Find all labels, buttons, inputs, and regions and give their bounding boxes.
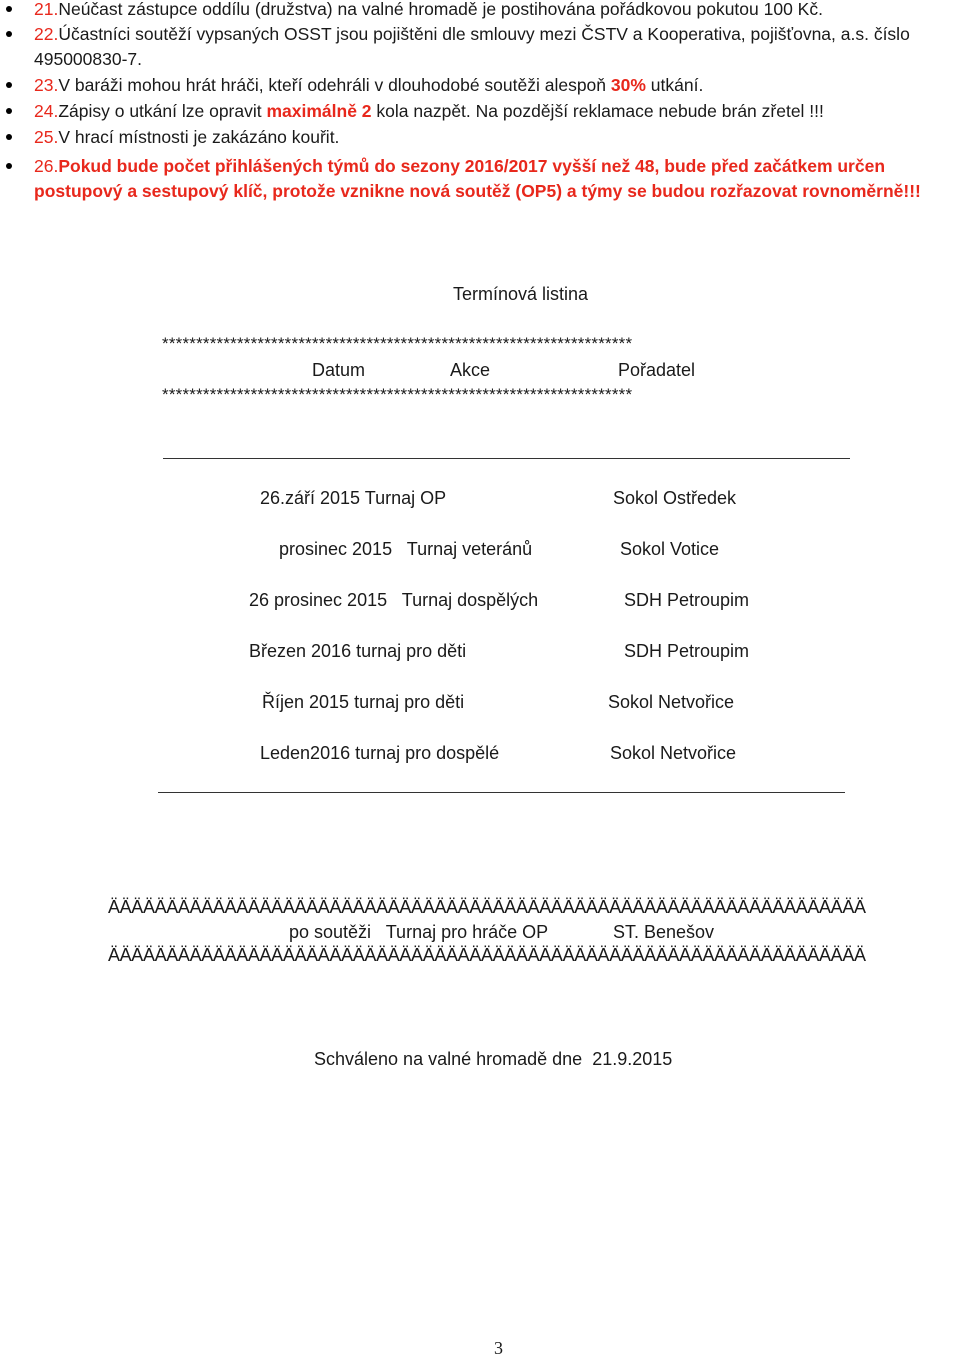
- stars-divider-bottom: *********************************************************************: [162, 385, 633, 404]
- bullet: [6, 31, 12, 37]
- schedule-row-date-action: 26 prosinec 2015 Turnaj dospělých: [249, 590, 539, 610]
- schedule-row-date-action: Říjen 2015 turnaj pro děti: [262, 692, 465, 712]
- header-date: Datum: [312, 360, 366, 380]
- schedule-row-organizer: Sokol Netvořice: [610, 743, 737, 763]
- schedule-row-organizer: Sokol Ostředek: [613, 488, 737, 508]
- bullet: [6, 6, 12, 12]
- schedule-row-date-action: Březen 2016 turnaj pro děti: [249, 641, 467, 661]
- bullet: [6, 163, 12, 169]
- schedule-row-date-action: 26.září 2015 Turnaj OP: [260, 488, 447, 508]
- schedule-row-date-action: prosinec 2015 Turnaj veteránů: [279, 539, 533, 559]
- schedule-row-date-action: Leden2016 turnaj pro dospělé: [260, 743, 500, 763]
- after-season-organizer: ST. Benešov: [613, 922, 715, 942]
- deco-divider-top: ÄÄÄÄÄÄÄÄÄÄÄÄÄÄÄÄÄÄÄÄÄÄÄÄÄÄÄÄÄÄÄÄÄÄÄÄÄÄÄÄÄÄÄÄÄÄÄÄÄÄÄÄÄÄÄÄÄÄÄÄÄÄÄÄÄ: [108, 897, 866, 917]
- page-number: 3: [494, 1338, 503, 1358]
- separator-line-bottom: [158, 792, 845, 793]
- separator-line-top: [163, 458, 850, 459]
- schedule-title: Termínová listina: [453, 284, 589, 304]
- stars-divider-top: *********************************************************************: [162, 334, 633, 353]
- after-season-label: po soutěži Turnaj pro hráče OP: [289, 922, 549, 942]
- bullet: [6, 134, 12, 140]
- deco-divider-bottom: ÄÄÄÄÄÄÄÄÄÄÄÄÄÄÄÄÄÄÄÄÄÄÄÄÄÄÄÄÄÄÄÄÄÄÄÄÄÄÄÄÄÄÄÄÄÄÄÄÄÄÄÄÄÄÄÄÄÄÄÄÄÄÄÄÄ: [108, 945, 866, 965]
- bullet: [6, 108, 12, 114]
- schedule-row-organizer: Sokol Netvořice: [608, 692, 735, 712]
- schedule-row-organizer: SDH Petroupim: [624, 641, 750, 661]
- header-organizer: Pořadatel: [618, 360, 696, 380]
- schedule-row-organizer: Sokol Votice: [620, 539, 720, 559]
- bullet: [6, 82, 12, 88]
- schedule-row-organizer: SDH Petroupim: [624, 590, 750, 610]
- approval-note: Schváleno na valné hromadě dne 21.9.2015: [314, 1049, 673, 1069]
- header-action: Akce: [450, 360, 491, 380]
